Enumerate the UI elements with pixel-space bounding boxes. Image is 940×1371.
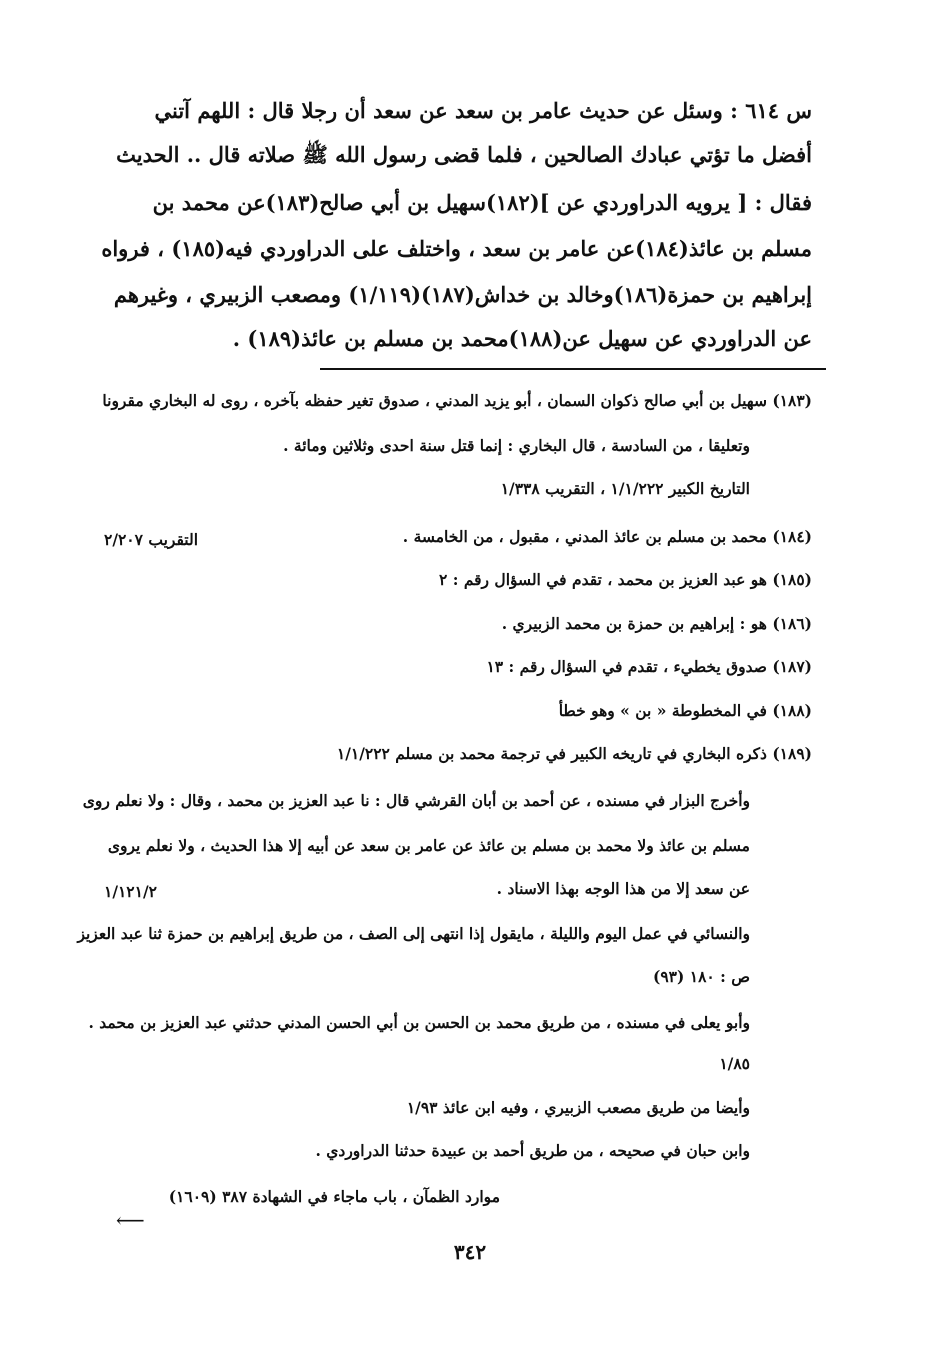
footnote-187: (١٨٧) صدوق يخطيء ، تقدم في السؤال رقم : ١٣ bbox=[486, 657, 812, 676]
footnote-189-nasai-2: ص : ١٨٠ (٩٣) bbox=[653, 967, 750, 986]
footnote-185: (١٨٥) هو عبد العزيز بن محمد ، تقدم في السؤال رقم : ٢ bbox=[438, 570, 812, 589]
footnote-189-bazzar-1: وأخرج البزار في مسنده ، عن أحمد بن أبان القرشي قال : نا عبد العزيز بن محمد ، وقال : ولا نعلم روى bbox=[82, 791, 750, 810]
footnote-189-abuyala-2: ١/٨٥ bbox=[719, 1054, 750, 1073]
footnote-189-mawarid: موارد الظمآن ، باب ماجاء في الشهادة ٣٨٧ (١٦٠٩) bbox=[168, 1187, 500, 1206]
footnote-184: (١٨٤) محمد بن مسلم بن عائذ المدني ، مقبول ، من الخامسة . bbox=[402, 527, 812, 546]
footnote-189-abuyala-1: وأبو يعلى في مسنده ، من طريق محمد بن الحسن بن أبي الحسن المدني حدثني عبد العزيز بن محمد . bbox=[88, 1013, 750, 1032]
question-line-2: أفضل ما تؤتي عبادك الصالحين ، فلما قضى رسول الله ﷺ صلاته قال .. الحديث bbox=[116, 142, 812, 167]
footnote-189-ref: ١/١٢١/٢ bbox=[104, 882, 157, 901]
footnote-186: (١٨٦) هو : إبراهيم بن حمزة بن محمد الزبيري . bbox=[501, 614, 812, 633]
answer-line-1: فقال : [ يرويه الدراوردي عن ](١٨٢)سهيل بن أبي صالح(١٨٣)عن محمد بن bbox=[152, 190, 812, 215]
footnote-189-musab: وأيضا من طريق مصعب الزبيري ، وفيه ابن عائذ ١/٩٣ bbox=[406, 1098, 750, 1117]
footnote-189: (١٨٩) ذكره البخاري في تاريخه الكبير في ترجمة محمد بن مسلم ١/١/٢٢٢ bbox=[336, 744, 812, 763]
footnote-184-ref: التقريب ٢/٢٠٧ bbox=[104, 530, 198, 549]
answer-line-3: إبراهيم بن حمزة(١٨٦)وخالد بن خداش(١٨٧)(١/١١٩) ومصعب الزبيري ، وغيرهم bbox=[113, 282, 812, 307]
footnote-183: (١٨٣) سهيل بن أبي صالح ذكوان السمان ، أبو يزيد المدني ، صدوق تغير حفظه بآخره ، روى له البخاري مقرونا bbox=[102, 391, 812, 410]
footnote-188: (١٨٨) في المخطوطة « بن » وهو خطأ bbox=[558, 701, 812, 720]
footnote-183-refs: التاريخ الكبير ١/١/٢٢٢ ، التقريب ١/٣٣٨ bbox=[500, 479, 750, 498]
footnote-183-cont: وتعليقا ، من السادسة ، قال البخاري : إنما قتل سنة احدى وثلاثين ومائة . bbox=[283, 436, 750, 455]
footnote-189-bazzar-3: عن سعد إلا من هذا الوجه بهذا الاسناد . bbox=[496, 879, 750, 898]
footnote-189-nasai-1: والنسائي في عمل اليوم والليلة ، مايقول إذا انتهى إلى الصف ، من طريق إبراهيم بن حمزة ثنا عبد العزيز bbox=[77, 924, 750, 943]
continue-arrow-icon: ⟵ bbox=[116, 1208, 145, 1232]
footnote-separator bbox=[320, 368, 826, 370]
footnote-189-bazzar-2: مسلم بن عائذ ولا محمد بن مسلم بن عائذ عن عامر بن سعد عن أبيه إلا هذا الحديث ، ولا نعلم يروى bbox=[107, 836, 750, 855]
footnote-189-ibnhibban: وابن حبان في صحيحه ، من طريق أحمد بن عبيدة حدثنا الدراوردي . bbox=[315, 1141, 750, 1160]
page-number: ٣٤٢ bbox=[453, 1240, 487, 1264]
answer-line-2: مسلم بن عائذ(١٨٤)عن عامر بن سعد ، واختلف على الدراوردي فيه(١٨٥) ، فرواه bbox=[101, 236, 812, 261]
answer-line-4: عن الدراوردي عن سهيل عن(١٨٨)محمد بن مسلم بن عائذ(١٨٩) . bbox=[232, 326, 812, 351]
question-line-1: س ٦١٤ : وسئل عن حديث عامر بن سعد عن سعد أن رجلا قال : اللهم آتني bbox=[154, 98, 812, 123]
